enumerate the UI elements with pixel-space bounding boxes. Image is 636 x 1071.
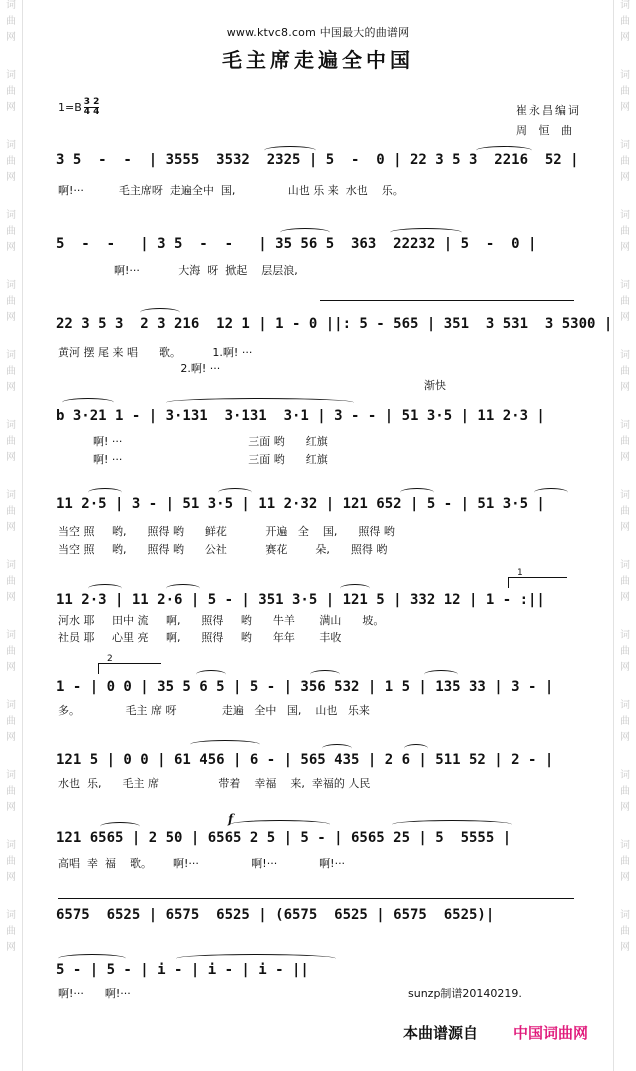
watermark-char: 词	[6, 770, 16, 781]
watermark-char: 词	[6, 630, 16, 641]
lyric-line-3a: 黄河 摆 尾 来 唱 歌。 1.啊! ···	[58, 346, 253, 359]
watermark-char: 网	[6, 942, 16, 953]
watermark-char: 曲	[620, 786, 630, 797]
watermark-char: 曲	[620, 576, 630, 587]
lyric-line-4b: 啊! ··· 三面 哟 红旗	[58, 453, 328, 466]
tempo-marking: 渐快	[424, 379, 446, 392]
watermark-char: 词	[620, 770, 630, 781]
watermark-char: 网	[6, 802, 16, 813]
lyric-line-3b: 2.啊! ···	[58, 362, 221, 375]
watermark-char: 词	[6, 350, 16, 361]
slur	[196, 670, 226, 679]
watermark-char: 词	[620, 350, 630, 361]
slur	[88, 488, 122, 497]
key-label: 1=B	[58, 101, 82, 114]
phrase-line	[320, 300, 574, 309]
notation-line-9: 121 6565 | 2 50 | 6565 2 5 | 5 - | 6565 25 | 5 5555 |	[56, 830, 512, 846]
notation-line-11: 5 - | 5 - | i - | i - | i - ||	[56, 962, 309, 978]
slur	[322, 744, 352, 753]
volta-2: 2	[98, 663, 161, 674]
watermark-char: 网	[6, 382, 16, 393]
slur	[264, 146, 316, 155]
notation-line-6: 11 2·3 | 11 2·6 | 5 - | 351 3·5 | 121 5 | 332 12 | 1 - :||	[56, 592, 545, 608]
watermark-char: 网	[6, 522, 16, 533]
watermark-char: 曲	[620, 506, 630, 517]
lyric-line-5a: 当空 照 哟, 照得 哟 鲜花 开遍 全 国, 照得 哟	[58, 525, 395, 538]
composer: 周 恒 曲	[516, 124, 576, 137]
watermark-char: 词	[620, 0, 630, 11]
slur	[230, 820, 330, 829]
notation-line-5: 11 2·5 | 3 - | 51 3·5 | 11 2·32 | 121 652 | 5 - | 51 3·5 |	[56, 496, 545, 512]
watermark-char: 曲	[620, 296, 630, 307]
watermark-char: 曲	[6, 86, 16, 97]
slur	[424, 670, 458, 679]
watermark-char: 网	[6, 172, 16, 183]
lyric-line-7: 多。 毛主 席 呀 走遍 全中 国, 山也 乐来	[58, 704, 370, 717]
watermark-char: 曲	[6, 646, 16, 657]
watermark-char: 曲	[6, 436, 16, 447]
watermark-char: 词	[6, 910, 16, 921]
time-bottom: 4 4	[83, 107, 100, 117]
site-header: www.ktvc8.com 中国最大的曲谱网	[226, 26, 410, 39]
slur	[218, 488, 252, 497]
slur	[310, 670, 340, 679]
lyric-line-9: 高唱 幸 福 歌。 啊!··· 啊!··· 啊!···	[58, 857, 346, 870]
watermark-char: 词	[620, 490, 630, 501]
watermark-char: 词	[6, 490, 16, 501]
watermark-char: 曲	[620, 86, 630, 97]
notation-line-7: 1 - | 0 0 | 35 5 6 5 | 5 - | 356 532 | 1 5 | 135 33 | 3 - |	[56, 679, 554, 695]
slur	[100, 822, 140, 831]
left-watermark-strip	[0, 0, 23, 1071]
lyric-line-4a: 啊! ··· 三面 哟 红旗	[58, 435, 328, 448]
watermark-char: 词	[620, 560, 630, 571]
right-watermark-strip	[613, 0, 636, 1071]
watermark-char: 词	[6, 210, 16, 221]
slur	[190, 740, 260, 749]
watermark-char: 曲	[620, 156, 630, 167]
lyric-line-1: 啊!··· 毛主席呀 走遍全中 国, 山也 乐 来 水也 乐。	[58, 184, 404, 197]
watermark-char: 曲	[6, 156, 16, 167]
lyric-line-11: 啊!··· 啊!···	[58, 987, 131, 1000]
notation-line-8: 121 5 | 0 0 | 61 456 | 6 - | 565 435 | 2 6 | 511 52 | 2 - |	[56, 752, 554, 768]
watermark-char: 词	[620, 700, 630, 711]
watermark-char: 网	[620, 872, 630, 883]
watermark-char: 词	[6, 0, 16, 11]
lyric-line-5b: 当空 照 哟, 照得 哟 公社 赛花 朵, 照得 哟	[58, 543, 388, 556]
watermark-char: 网	[620, 592, 630, 603]
watermark-char: 词	[6, 700, 16, 711]
dynamic-marking: f	[228, 812, 234, 826]
slur	[340, 584, 370, 593]
watermark-char: 曲	[620, 16, 630, 27]
watermark-char: 网	[620, 452, 630, 463]
watermark-char: 词	[620, 840, 630, 851]
watermark-char: 网	[620, 662, 630, 673]
watermark-char: 网	[620, 172, 630, 183]
lyric-line-8: 水也 乐, 毛主 席 带着 幸福 来, 幸福的 人民	[58, 777, 371, 790]
time-signature	[84, 98, 100, 117]
slur	[392, 820, 512, 829]
watermark-char: 网	[6, 32, 16, 43]
notation-line-1: 3 5 - - | 3555 3532 2325 | 5 - 0 | 22 3 5 3 2216 52 |	[56, 152, 579, 168]
slur	[140, 308, 180, 317]
notation-line-3: 22 3 5 3 2 3 216 12 1 | 1 - 0 ||: 5 - 565 | 351 3 531 3 5300 |	[56, 316, 613, 332]
slur	[176, 954, 336, 963]
watermark-char: 曲	[6, 576, 16, 587]
volta-1: 1	[508, 577, 567, 588]
watermark-char: 曲	[620, 226, 630, 237]
lyric-line-6b: 社员 耶 心里 亮 啊, 照得 哟 年年 丰收	[58, 631, 342, 644]
watermark-char: 词	[6, 140, 16, 151]
watermark-char: 曲	[6, 16, 16, 27]
notation-line-4: b 3·21 1 - | 3·131 3·131 3·1 | 3 - - | 51 3·5 | 11 2·3 |	[56, 408, 545, 424]
lyric-line-2: 啊!··· 大海 呀 掀起 层层浪,	[58, 264, 298, 277]
watermark-char: 曲	[620, 436, 630, 447]
watermark-char: 曲	[6, 366, 16, 377]
watermark-char: 曲	[620, 366, 630, 377]
watermark-char: 词	[6, 420, 16, 431]
watermark-char: 词	[6, 840, 16, 851]
slur	[404, 744, 428, 753]
notation-line-10: 6575 6525 | 6575 6525 | (6575 6525 | 6575 6525)|	[56, 907, 495, 923]
watermark-char: 曲	[6, 716, 16, 727]
watermark-char: 网	[6, 452, 16, 463]
watermark-char: 词	[6, 280, 16, 291]
watermark-char: 曲	[620, 716, 630, 727]
watermark-char: 词	[620, 280, 630, 291]
slur	[166, 398, 354, 407]
slur	[166, 584, 200, 593]
time-top: 3 2	[83, 97, 100, 107]
watermark-char: 网	[6, 592, 16, 603]
transcriber-note: sunzp制谱20140219.	[408, 987, 522, 1000]
slur	[400, 488, 434, 497]
watermark-char: 网	[6, 872, 16, 883]
watermark-char: 网	[620, 242, 630, 253]
watermark-char: 网	[6, 242, 16, 253]
slur	[62, 398, 114, 407]
watermark-char: 词	[620, 210, 630, 221]
slur	[88, 584, 122, 593]
watermark-char: 词	[620, 420, 630, 431]
watermark-char: 网	[620, 32, 630, 43]
watermark-char: 网	[6, 312, 16, 323]
watermark-char: 词	[6, 560, 16, 571]
slur	[58, 954, 126, 963]
watermark-char: 曲	[620, 646, 630, 657]
slur	[476, 146, 532, 155]
watermark-char: 词	[620, 70, 630, 81]
lyricist: 崔永昌编词	[516, 104, 581, 117]
watermark-char: 曲	[6, 226, 16, 237]
watermark-char: 网	[620, 522, 630, 533]
watermark-char: 网	[620, 102, 630, 113]
watermark-char: 词	[6, 70, 16, 81]
watermark-char: 曲	[620, 926, 630, 937]
watermark-char: 网	[6, 732, 16, 743]
watermark-char: 曲	[6, 926, 16, 937]
slur	[280, 228, 330, 237]
watermark-char: 网	[6, 662, 16, 673]
watermark-char: 曲	[6, 786, 16, 797]
watermark-char: 曲	[6, 296, 16, 307]
watermark-char: 曲	[6, 856, 16, 867]
watermark-char: 网	[620, 942, 630, 953]
lyric-line-6a: 河水 耶 田中 流 啊, 照得 哟 牛羊 满山 坡。	[58, 614, 385, 627]
watermark-char: 网	[620, 802, 630, 813]
source-label: 本曲谱源自	[403, 1024, 479, 1042]
watermark-char: 曲	[620, 856, 630, 867]
watermark-char: 网	[6, 102, 16, 113]
source-site-link[interactable]: 中国词曲网	[513, 1024, 589, 1042]
watermark-char: 曲	[6, 506, 16, 517]
slur	[534, 488, 568, 497]
watermark-char: 词	[620, 630, 630, 641]
watermark-char: 词	[620, 140, 630, 151]
watermark-char: 网	[620, 732, 630, 743]
watermark-char: 网	[620, 312, 630, 323]
slur	[390, 228, 462, 237]
watermark-char: 网	[620, 382, 630, 393]
notation-line-2: 5 - - | 3 5 - - | 35 56 5 363 22232 | 5 - 0 |	[56, 236, 537, 252]
watermark-char: 词	[620, 910, 630, 921]
page-title: 毛主席走遍全中国	[222, 48, 414, 72]
key-signature	[58, 98, 99, 117]
phrase-line	[58, 898, 574, 907]
